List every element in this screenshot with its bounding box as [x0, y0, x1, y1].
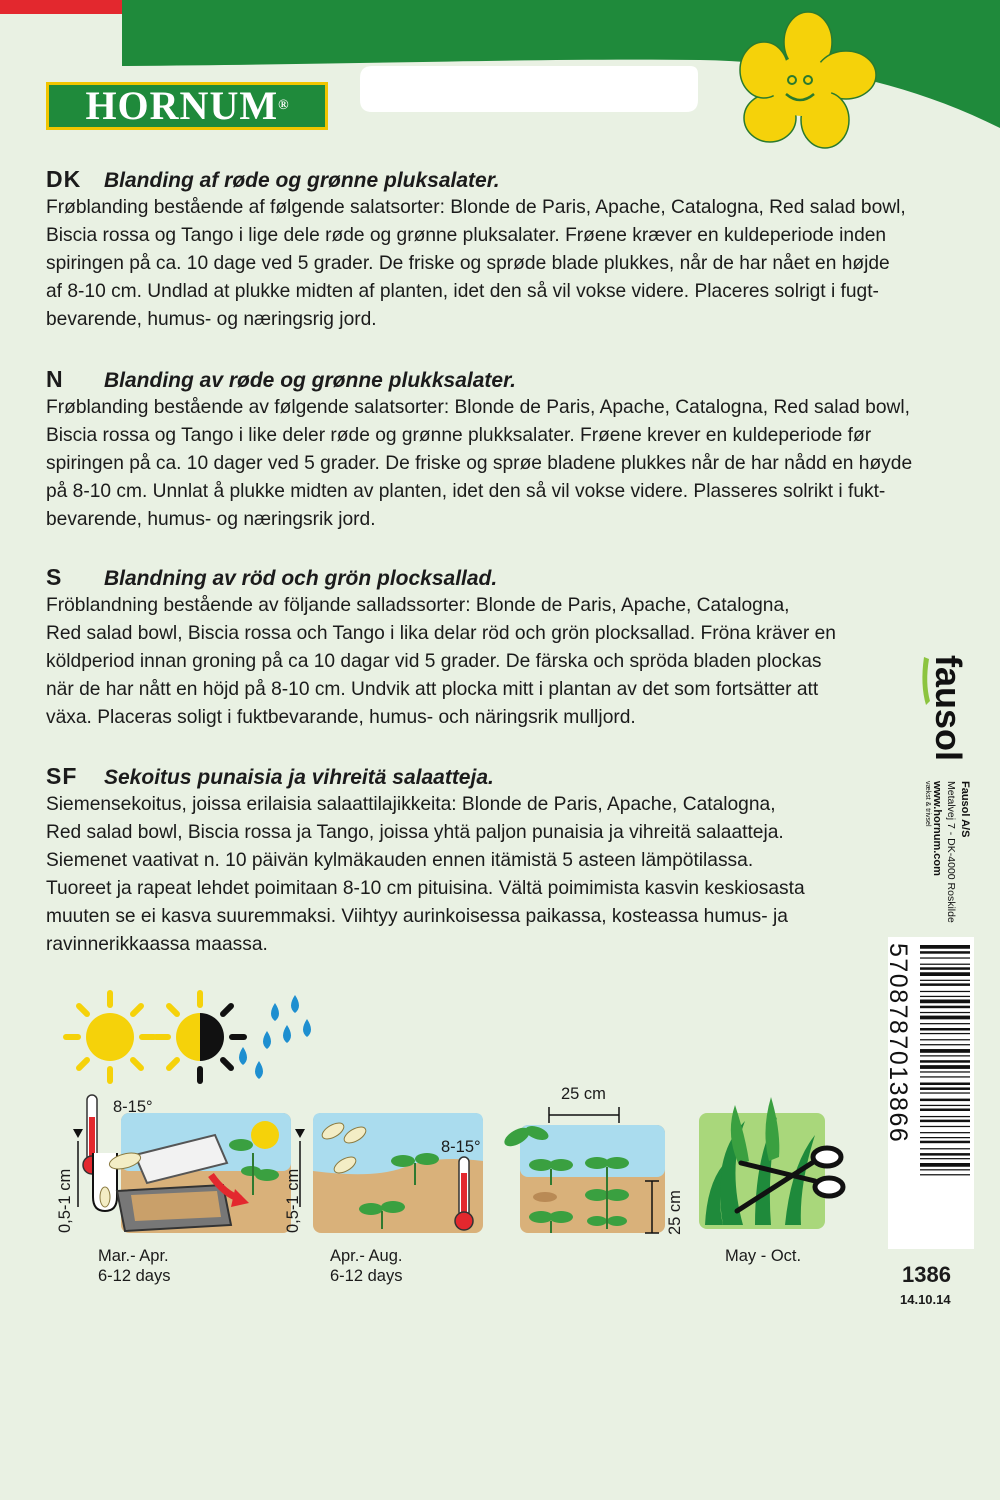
- step-2-depth-wrap: [283, 1168, 303, 1233]
- step-1-days: 6-12 days: [98, 1267, 171, 1285]
- hornum-logo: [46, 82, 328, 130]
- barcode-bar: [920, 1028, 970, 1031]
- barcode-bar: [920, 1076, 970, 1077]
- language-code: DK: [46, 166, 82, 192]
- step-1-depth: 0,5-1 cm: [56, 1168, 74, 1233]
- text-line: Biscia rossa og Tango i lige dele røde og grønne pluksalater. Frøene kræver en kuldeperiode inden: [46, 225, 887, 246]
- registered-mark: ®: [278, 98, 289, 113]
- sun-icon: [66, 993, 154, 1081]
- brand-name: HORNUM: [85, 83, 279, 128]
- fausol-mark: [918, 645, 988, 945]
- barcode-bar: [920, 1033, 970, 1034]
- half-shade-icon: [156, 993, 244, 1081]
- step-2-temperature: 8-15°: [441, 1138, 481, 1156]
- barcode-bar: [920, 1132, 970, 1133]
- red-stripe: [0, 0, 122, 14]
- section-n: [46, 364, 926, 534]
- text-line: af 8-10 cm. Undlad at plukke midten af planten, idet den så vil vokse videre. Placeres solrigt i fugt-: [46, 281, 879, 302]
- sowing-diagram: [55, 985, 865, 1295]
- barcode-bar: [920, 1039, 970, 1040]
- step-4-period: May - Oct.: [725, 1247, 802, 1265]
- barcode-bar: [920, 951, 970, 954]
- print-date: 14.10.14: [900, 1292, 951, 1307]
- text-line: Siemensekoitus, joissa erilaisia salaattilajikkeita: Blonde de Paris, Apache, Catalogna,: [46, 794, 776, 815]
- step-4-graphic: [699, 1097, 843, 1229]
- barcode-bar: [920, 1044, 970, 1045]
- text-line: Frøblanding bestående av følgende salatsorter: Blonde de Paris, Apache, Catalogna, Red salad bowl,: [46, 397, 910, 418]
- text-line: Tuoreet ja rapeat lehdet poimitaan 8-10 cm pituisina. Vältä poimimista kasvin keskiosasta: [46, 878, 805, 899]
- barcode-bar: [920, 1099, 970, 1102]
- section-title: Blandning av röd och grön plocksallad.: [104, 567, 498, 590]
- text-line: ravinnerikkaassa maassa.: [46, 934, 268, 955]
- barcode-bar: [920, 1116, 970, 1117]
- water-drops-icon: [239, 995, 311, 1079]
- barcode-bar: [920, 1169, 970, 1170]
- barcode-bar: [920, 1141, 970, 1144]
- fausol-logo-text: fausol: [928, 655, 969, 762]
- language-code: N: [46, 366, 64, 392]
- barcode-bar: [920, 1083, 970, 1086]
- barcode-bar: [920, 1055, 970, 1056]
- barcode-bar: [920, 1000, 970, 1004]
- barcode-bar: [920, 1071, 970, 1072]
- text-line: muuten se ei kasva suuremmaksi. Viihtyy aurinkoisessa paikassa, kosteassa humus- ja: [46, 906, 788, 927]
- text-line: växa. Placeras soligt i fuktbevarande, humus- och näringsrik mulljord.: [46, 707, 636, 728]
- distributor-address: Metalvej 7 - DK-4000 Roskilde: [945, 781, 957, 923]
- language-code: S: [46, 564, 63, 590]
- step-1-period: Mar.- Apr.: [98, 1247, 169, 1265]
- step-1-graphic: [73, 1095, 291, 1233]
- barcode-bar: [920, 996, 970, 997]
- step-1-depth-wrap: [55, 1168, 75, 1233]
- text-line: Fröblandning bestående av följande salladssorter: Blonde de Paris, Apache, Catalogna,: [46, 595, 790, 616]
- step-3-graphic: [501, 1107, 665, 1233]
- barcode-bar: [920, 1012, 970, 1013]
- product-number: 1386: [902, 1262, 951, 1287]
- barcode: [884, 937, 974, 1249]
- barcode-bar: [920, 945, 970, 949]
- section-dk: [46, 164, 926, 334]
- barcode-bar: [920, 1016, 970, 1020]
- section-title: Sekoitus punaisia ja vihreitä salaatteja.: [104, 766, 494, 789]
- step-3-row-spacing: 25 cm: [666, 1190, 684, 1235]
- step-2-period: Apr.- Aug.: [330, 1247, 403, 1265]
- barcode-digits: 5708787013866: [884, 943, 912, 1144]
- text-line: Red salad bowl, Biscia rossa ja Tango, joissa yhtä paljon punaisia ja vihreitä salaatteja.: [46, 822, 784, 843]
- text-line: spiringen på ca. 10 dage ved 5 grader. De friske og sprøde blade plukkes, når de har nået en højde: [46, 253, 890, 274]
- white-label-box: [360, 66, 698, 112]
- distributor-web: www.hornum.com: [931, 781, 943, 876]
- distributor-name: Fausol A/S: [959, 781, 971, 838]
- barcode-bar: [920, 1105, 970, 1106]
- text-line: bevarende, humus- og næringsrik jord.: [46, 509, 376, 530]
- section-title: Blanding av røde og grønne plukksalater.: [104, 369, 516, 392]
- barcode-bar: [920, 967, 970, 970]
- barcode-bar: [920, 1065, 970, 1069]
- barcode-bar: [920, 1163, 970, 1167]
- barcode-bar: [920, 1023, 970, 1024]
- barcode-bar: [920, 1174, 970, 1175]
- text-line: Frøblanding bestående af følgende salatsorter: Blonde de Paris, Apache, Catalogna, Red salad bowl,: [46, 197, 906, 218]
- section-s: [46, 562, 926, 732]
- barcode-bar: [920, 1137, 970, 1138]
- barcode-bar: [920, 1120, 970, 1123]
- section-title: Blanding af røde og grønne pluksalater.: [104, 169, 500, 192]
- text-line: bevarende, humus- og næringsrig jord.: [46, 309, 377, 330]
- language-code: SF: [46, 763, 78, 789]
- depth-marker-icon: [295, 1129, 305, 1138]
- text-line: Red salad bowl, Biscia rossa och Tango i lika delar röd och grön plocksallad. Fröna kräver en: [46, 623, 836, 644]
- step-2-depth: 0,5-1 cm: [284, 1168, 302, 1233]
- barcode-bar: [920, 1109, 970, 1112]
- diagram-graphics: [55, 985, 865, 1245]
- barcode-bar: [920, 957, 970, 958]
- step-2-graphic: [295, 1113, 483, 1233]
- barcode-bar: [920, 1092, 970, 1093]
- text-line: på 8-10 cm. Unnlat å plukke midten av planten, idet den så vil vokse videre. Plasseres solrikt i fukt-: [46, 481, 886, 502]
- barcode-bar: [920, 1148, 970, 1149]
- barcode-bar: [920, 1060, 970, 1063]
- barcode-bar: [920, 1126, 970, 1127]
- barcode-bar: [920, 991, 970, 992]
- text-line: Biscia rossa og Tango i like deler røde og grønne plukksalater. Frøene krever en kuldeperiode før: [46, 425, 872, 446]
- barcode-bar: [920, 1153, 970, 1156]
- step-1-temperature: 8-15°: [113, 1098, 153, 1116]
- barcode-bar: [920, 983, 970, 986]
- text-line: när de har nått en höjd på 8-10 cm. Undvik att plocka mitt i plantan av det som fortsätter att: [46, 679, 819, 700]
- section-sf: [46, 761, 926, 959]
- step-2-days: 6-12 days: [330, 1267, 403, 1285]
- text-line: spiringen på ca. 10 dager ved 5 grader. De friske og sprøe bladene plukkes når de har nådd en høyde: [46, 453, 913, 474]
- barcode-bar: [920, 964, 970, 965]
- barcode-bar: [920, 972, 970, 976]
- text-line: Siemenet vaativat n. 10 päivän kylmäkauden ennen itämistä 5 asteen lämpötilassa.: [46, 850, 754, 871]
- step-3-spacing: 25 cm: [561, 1085, 606, 1103]
- fausol-tagline: vækst & trivsel: [924, 781, 931, 827]
- text-line: köldperiod innan groning på ca 10 dagar vid 5 grader. De färska och spröda bladen plockas: [46, 651, 822, 672]
- depth-marker-icon: [73, 1129, 83, 1138]
- barcode-bar: [920, 1087, 970, 1090]
- step-3-row-spacing-wrap: [665, 1190, 685, 1295]
- barcode-bar: [920, 1006, 970, 1009]
- barcode-bar: [920, 980, 970, 981]
- barcode-bar: [920, 1049, 970, 1053]
- barcode-bar: [920, 1158, 970, 1159]
